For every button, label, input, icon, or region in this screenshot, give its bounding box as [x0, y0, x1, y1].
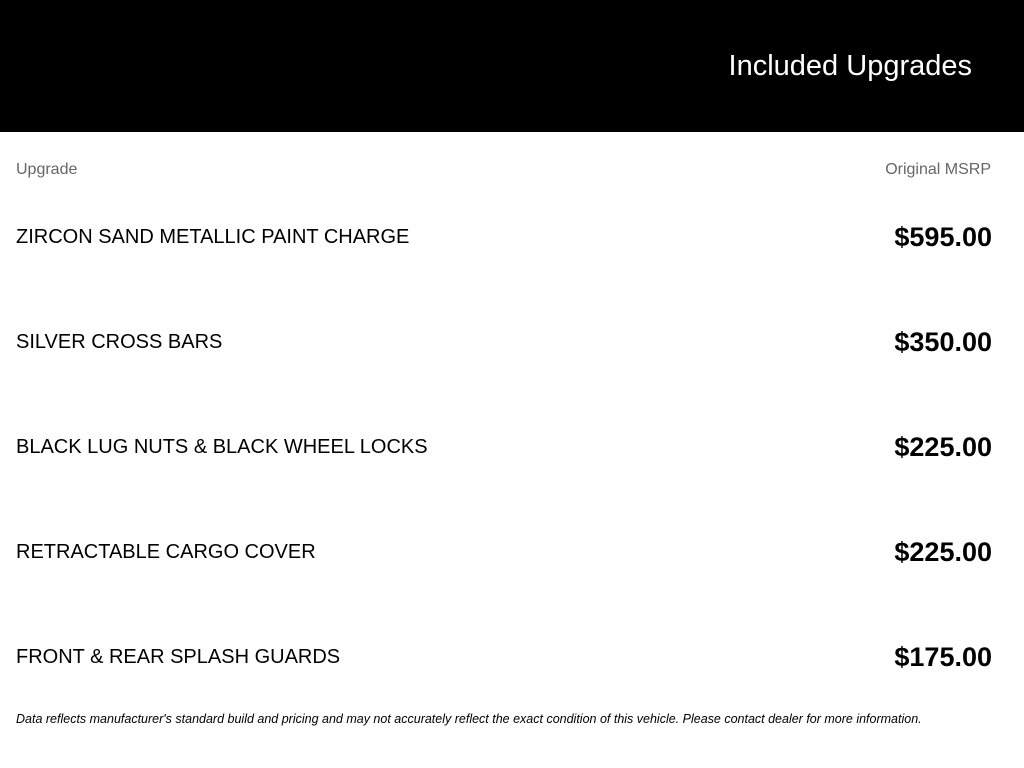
upgrade-row	[16, 500, 992, 605]
disclaimer-text: Data reflects manufacturer's standard build and pricing and may not accurately reflect the exact condition of this vehicle. Please contact dealer for more information.	[16, 712, 922, 726]
upgrade-name: SILVER CROSS BARS	[16, 331, 223, 353]
upgrade-price: $595.00	[894, 222, 992, 252]
column-header-msrp: Original MSRP	[885, 161, 991, 178]
column-header-upgrade: Upgrade	[16, 161, 78, 178]
upgrade-name: ZIRCON SAND METALLIC PAINT CHARGE	[16, 226, 410, 248]
upgrade-row	[16, 185, 992, 290]
upgrade-row	[16, 395, 992, 500]
column-headers	[16, 160, 991, 180]
upgrade-price: $350.00	[894, 327, 992, 357]
upgrade-name: BLACK LUG NUTS & BLACK WHEEL LOCKS	[16, 436, 428, 458]
upgrades-list	[16, 185, 992, 710]
upgrade-name: RETRACTABLE CARGO COVER	[16, 541, 316, 563]
page-title: Included Upgrades	[728, 50, 972, 82]
upgrade-name: FRONT & REAR SPLASH GUARDS	[16, 646, 341, 668]
upgrade-row	[16, 605, 992, 710]
upgrade-price: $225.00	[894, 432, 992, 462]
upgrade-price: $175.00	[894, 642, 992, 672]
upgrade-price: $225.00	[894, 537, 992, 567]
upgrade-row	[16, 290, 992, 395]
header-banner	[0, 0, 1024, 132]
